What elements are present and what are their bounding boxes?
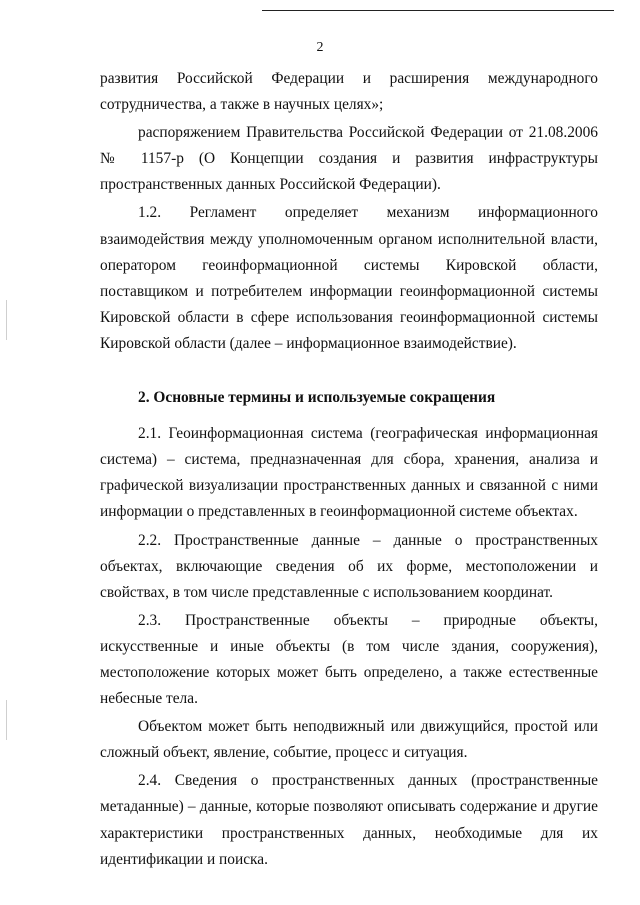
paragraph-2-3: 2.3. Пространственные объекты – природные объекты, искусственные и иные объекты (в том числе здания, сооружения), местоположение которых может быть определено, а также естественные небесные тела. — [100, 611, 598, 708]
paragraph-2-4: 2.4. Сведения о пространственных данных (пространственные метаданные) – данные, которые позволяют описывать содержание и другие характеристики пространственных данных, необходимые для их идентификации и поиска. — [100, 772, 598, 868]
paragraph-order-reference: распоряжением Правительства Российской Федерации от 21.08.2006 № 1157-р (О Концепции создания и развития инфраструктуры пространственных данных Российской Федерации). — [100, 124, 598, 194]
paragraph-continuation: развития Российской Федерации и расширения международного сотрудничества, а также в научных целях»; — [100, 70, 598, 114]
scan-edge-mark — [6, 700, 7, 740]
page-number: 2 — [316, 40, 324, 55]
paragraph-2-2: 2.2. Пространственные данные – данные о пространственных объектах, включающие сведения об их форме, местоположении и свойствах, в том числе представленные с использованием координат. — [100, 531, 598, 601]
paragraph-object-definition: Объектом может быть неподвижный или движущийся, простой или сложный объект, явление, событие, процесс и ситуация. — [100, 718, 598, 762]
scan-edge-mark — [6, 300, 7, 340]
top-rule — [262, 10, 614, 11]
section-heading: 2. Основные термины и используемые сокращения — [138, 389, 496, 407]
paragraph-1-2: 1.2. Регламент определяет механизм информационного взаимодействия между уполномоченным органом исполнительной власти, оператором геоинформационной системы Кировской области, поставщиком и потребителем информации геоинформационной системы Кировской области в сфере использования геоинформационной системы Кировской области (далее – информационное взаимодействие). — [100, 204, 598, 352]
paragraph-2-1: 2.1. Геоинформационная система (географическая информационная система) – система, предназначенная для сбора, хранения, анализа и графической визуализации пространственных данных и связанной с ними информации о представленных в геоинформационной системе объектах. — [100, 425, 598, 521]
document-body — [100, 66, 598, 873]
